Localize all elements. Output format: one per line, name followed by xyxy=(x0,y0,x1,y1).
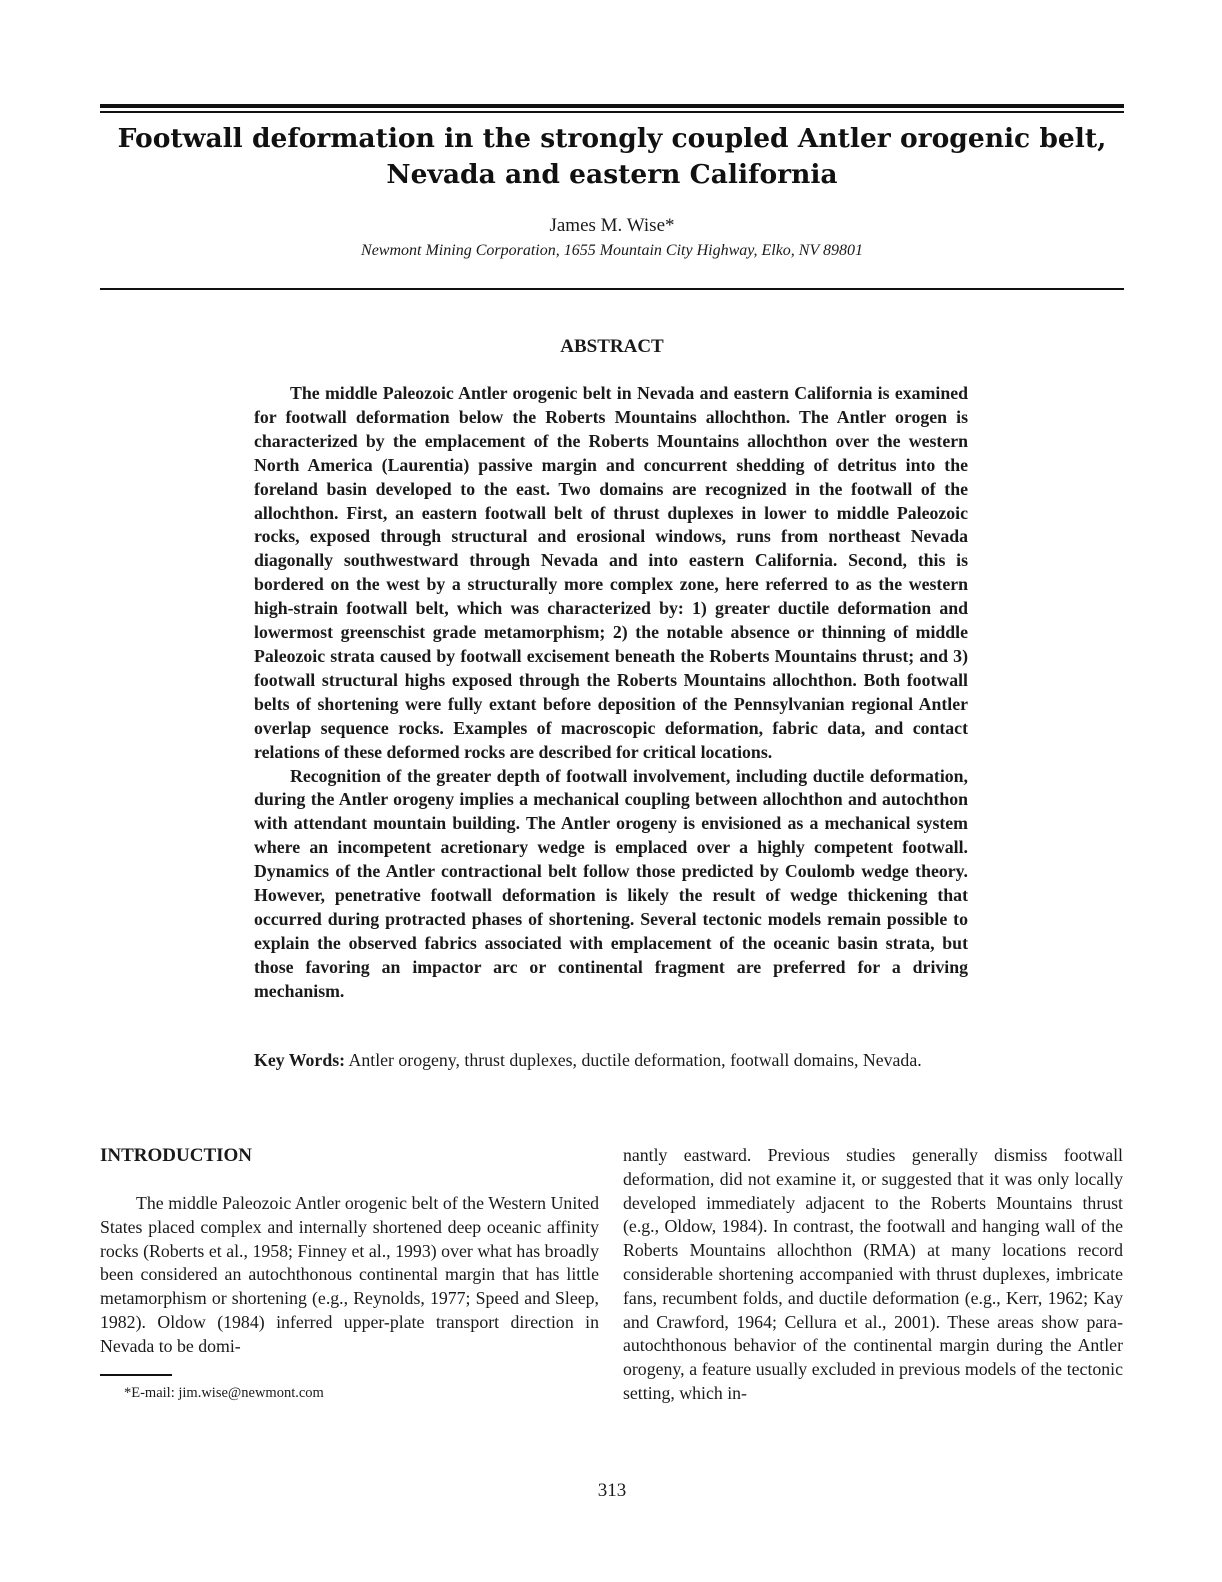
right-column xyxy=(623,1144,1123,1406)
footnote-email: *E-mail: jim.wise@newmont.com xyxy=(124,1385,324,1401)
title-line-1: Footwall deformation in the strongly coupled Antler orogenic belt, xyxy=(117,123,1107,154)
author-name: James M. Wise* xyxy=(549,215,675,236)
title-line-2: Nevada and eastern California xyxy=(386,159,838,190)
introduction-heading: INTRODUCTION xyxy=(100,1145,253,1166)
author-affiliation: Newmont Mining Corporation, 1655 Mountain City Highway, Elko, NV 89801 xyxy=(361,242,863,259)
top-rule-thick xyxy=(100,104,1124,108)
abstract-paragraph-2: Recognition of the greater depth of footwall involvement, including ductile deformation, during the Antler orogeny implies a mechanical coupling between allochthon and autochthon with attendant mountain building. The Antler orogeny is envisioned as a mechanical system where an incompetent acretionary wedge is emplaced over a highly competent footwall. Dynamics of the Antler contractional belt follow those predicted by Coulomb wedge theory. However, penetrative footwall deformation is likely the result of wedge thickening that occurred during protracted phases of shortening. Several tectonic models remain possible to explain the observed fabrics associated with emplacement of the oceanic basin strata, but those favoring an impactor arc or continental fragment are preferred for a driving mechanism. xyxy=(254,765,968,1001)
footnote-rule xyxy=(100,1374,172,1376)
paper-title xyxy=(100,121,1124,193)
page-number: 313 xyxy=(597,1480,627,1501)
abstract-paragraph-1: The middle Paleozoic Antler orogenic belt in Nevada and eastern California is examined for footwall deformation below the Roberts Mountains allochthon. The Antler orogen is characterized by the emplacement of the Roberts Mountains allochthon over the western North America (Laurentia) passive margin and concurrent shedding of detritus into the foreland basin developed to the east. Two domains are recognized in the footwall of the allochthon. First, an eastern footwall belt of thrust duplexes in lower to middle Paleozoic rocks, exposed through structural and erosional windows, runs from northeast Nevada diagonally southwestward through Nevada and into eastern California. Second, this is bordered on the west by a structurally more complex zone, here referred to as the western high-strain footwall belt, which was characterized by: 1) greater ductile deformation and lowermost greenschist grade metamorphism; 2) the notable absence or thinning of middle Paleozoic strata caused by footwall excisement beneath the Roberts Mountains thrust; and 3) footwall structural highs exposed through the Roberts Mountains allochthon. Both footwall belts of shortening were fully extant before deposition of the Pennsylvanian regional Antler overlap sequence rocks. Examples of macroscopic deformation, fabric data, and contact relations of these deformed rocks are described for critical locations. xyxy=(254,383,968,762)
header-divider xyxy=(100,288,1124,290)
keywords-label: Key Words: xyxy=(254,1050,346,1070)
keywords xyxy=(254,1048,968,1072)
top-rule-thin xyxy=(100,111,1124,113)
left-column xyxy=(100,1144,599,1359)
keywords-text: Antler orogeny, thrust duplexes, ductile deformation, footwall domains, Nevada. xyxy=(345,1050,922,1070)
introduction-left-text: The middle Paleozoic Antler orogenic belt of the Western United States placed complex and internally shortened deep oceanic affinity rocks (Roberts et al., 1958; Finney et al., 1993) over what has broadly been considered an autochthonous continental margin that has little metamorphism or shortening (e.g., Reynolds, 1977; Speed and Sleep, 1982). Oldow (1984) inferred upper-plate transport direction in Nevada to be domi- xyxy=(100,1193,599,1356)
introduction-right-text: nantly eastward. Previous studies generally dismiss footwall deformation, did not examine it, or suggested that it was only locally developed immediately adjacent to the Roberts Mountains thrust (e.g., Oldow, 1984). In contrast, the footwall and hanging wall of the Roberts Mountains allochthon (RMA) at many locations record considerable shortening accompanied with thrust duplexes, imbricate fans, recumbent folds, and ductile deformation (e.g., Kerr, 1962; Kay and Crawford, 1964; Cellura et al., 2001). These areas show para-autochthonous behavior of the continental margin during the Antler orogeny, a feature usually excluded in previous models of the tectonic setting, which in- xyxy=(623,1145,1123,1403)
abstract-body xyxy=(254,382,968,1004)
abstract-heading: ABSTRACT xyxy=(560,336,664,357)
